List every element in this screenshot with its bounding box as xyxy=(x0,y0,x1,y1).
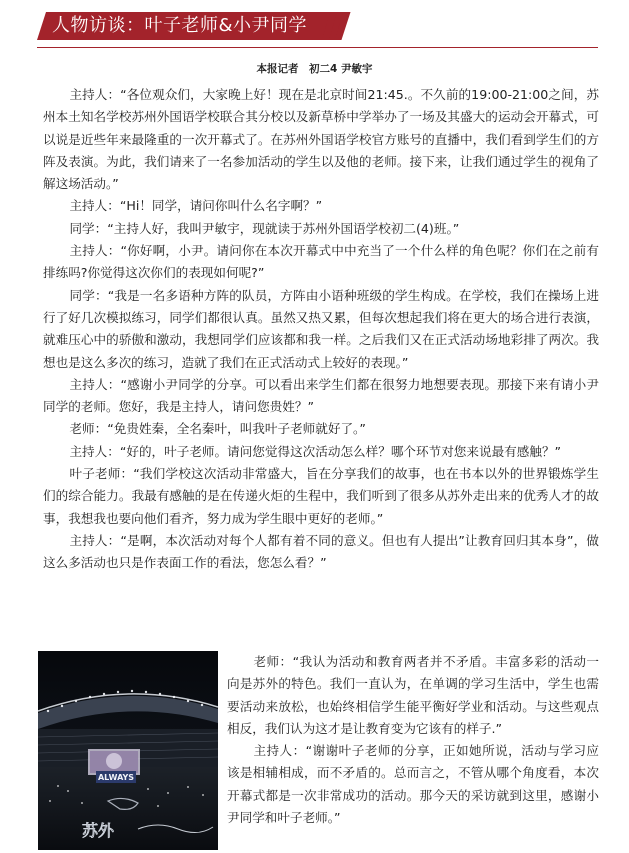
paragraph: 老师：“我认为活动和教育两者并不矛盾。丰富多彩的活动一向是苏外的特色。我们一直认为，在单调的学习生活中，学生也需要活动来放松，也始终相信学生能平衡好学业和活动。与这些观点相反，我们认为这才是让教育变为它该有的样子.” xyxy=(227,654,599,736)
paragraph: 同学：“主持人好，我叫尹敏宇，现就读于苏州外国语学校初二(4)班。” xyxy=(69,220,460,236)
paragraph: 叶子老师：“我们学校这次活动非常盛大，旨在分享我们的故事，也在书本以外的世界锻炼学生们的综合能力。我最有感触的是在传递火炬的生程中，我们听到了很多从苏外走出来的优秀人才的故事，我想我也要向他们看齐，努力成为学生眼中更好的老师。” xyxy=(43,466,599,526)
paragraph: 主持人：“好的，叶子老师。请问您觉得这次活动怎么样？哪个环节对您来说最有感触？” xyxy=(69,443,562,459)
title-divider xyxy=(37,47,598,48)
photo-ground-text: 苏外 xyxy=(81,821,115,840)
photo-banner-text: ALWAYS xyxy=(97,773,135,782)
paragraph: 老师：“免贵姓秦，全名秦叶，叫我叶子老师就好了。” xyxy=(69,421,366,437)
paragraph: 主持人：“感谢小尹同学的分享。可以看出来学生们都在很努力地想要表现。那接下来有请小尹同学的老师。您好，我是主持人，请问您贵姓？” xyxy=(43,376,599,415)
paragraph: 主持人：“各位观众们，大家晚上好！现在是北京时间21:45.。不久前的19:00-21:00之间，苏州本土知名学校苏州外国语学校联合其分校以及新草桥中学举办了一场及其盛大的运动会开幕式，可以说是近些年来最隆重的一次开幕式了。在苏州外国语学校官方账号的直播中，我们看到学生们的方阵及表演。为此，我们请来了一名参加活动的学生以及他的老师。接下来，让我们通过学生的视角了解这场活动。” xyxy=(43,87,599,192)
byline: 本报记者 初二4 尹敏宇 xyxy=(256,63,373,75)
paragraph: 主持人：“Hi！同学，请问你叫什么名字啊？” xyxy=(69,198,323,214)
page-title: 人物访谈：叶子老师&小尹同学 xyxy=(52,15,308,36)
stadium-photo-image xyxy=(38,651,218,850)
paragraph: 主持人：“你好啊，小尹。请问你在本次开幕式中中充当了一个什么样的角色呢？你们在之前有排练吗?你觉得这次你们的表现如何呢?” xyxy=(43,243,599,281)
article-side-column xyxy=(227,651,599,829)
paragraph: 主持人：“是啊，本次活动对每个人都有着不同的意义。但也有人提出”让教育回归其本身”，做这么多活动也只是作表面工作的看法，您怎么看？” xyxy=(43,532,599,571)
article-body xyxy=(43,84,599,575)
paragraph: 主持人：“谢谢叶子老师的分享，正如她所说，活动与学习应该是相辅相成，而不矛盾的。总而言之，不管从哪个角度看，本次开幕式都是一次非常成功的活动。那今天的采访就到这里，感谢小尹同学和叶子老师。” xyxy=(227,743,599,826)
paragraph: 同学：“我是一名多语种方阵的队员，方阵由小语种班级的学生构成。在学校，我们在操场上进行了好几次模拟练习，同学们都很认真。虽然又热又累，但每次想起我们将在更大的场合进行表演，就难压心中的骄傲和激动，我想同学们应该都和我一样。之后我们又在正式活动场地彩排了两次。我想也是这么多次的练习，造就了我们在正式活动式上较好的表现。” xyxy=(43,287,599,370)
stadium-photo xyxy=(38,651,218,850)
